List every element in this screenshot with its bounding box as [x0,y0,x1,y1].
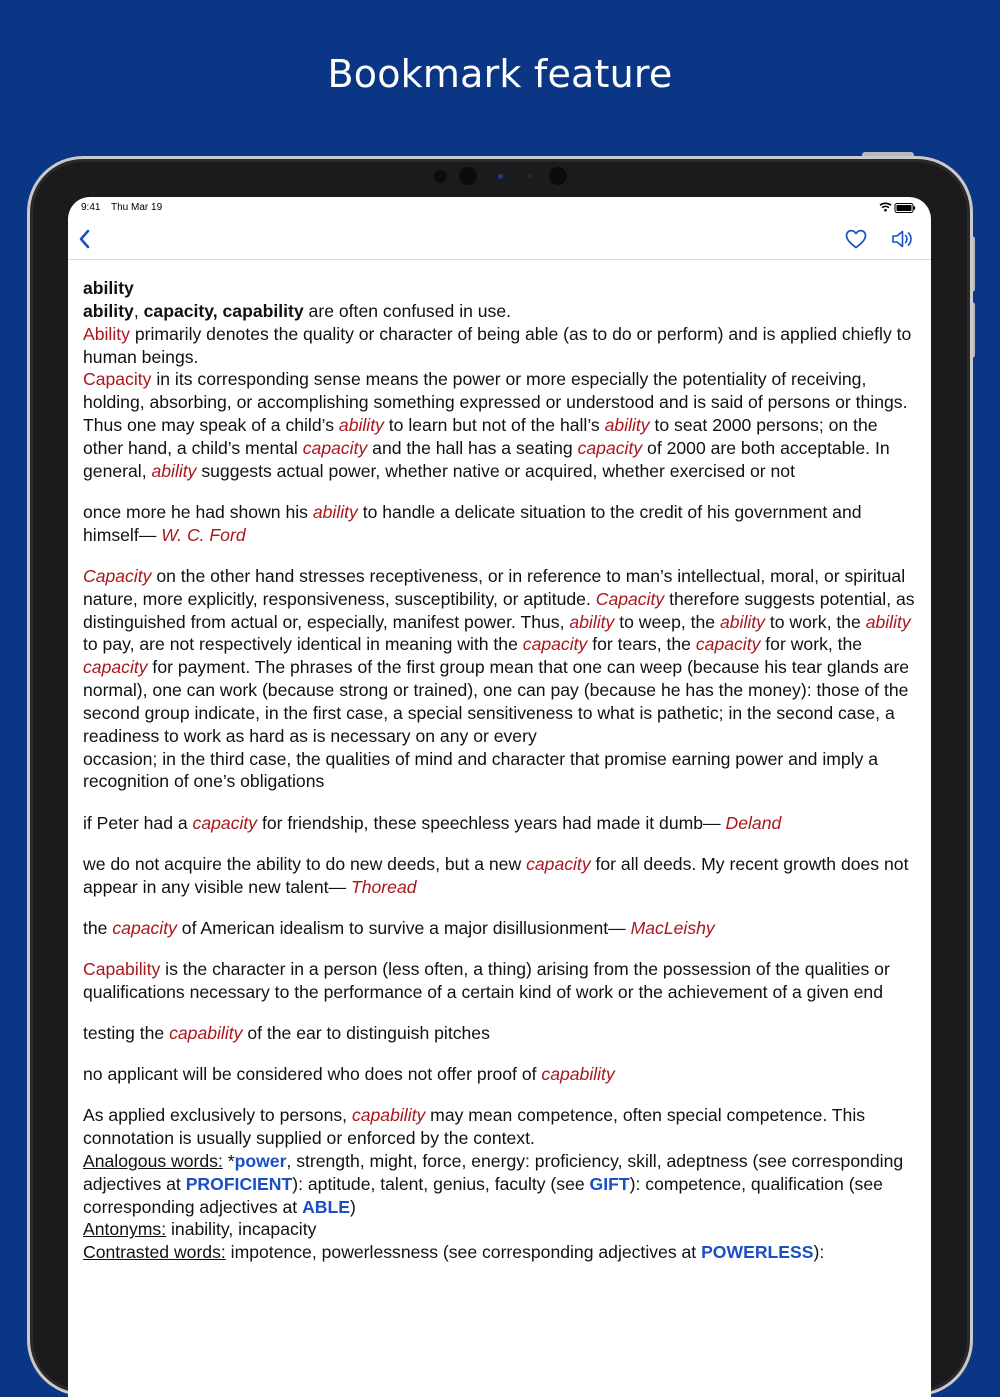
link-proficient[interactable]: PROFICIENT [185,1173,293,1194]
status-bar [68,197,931,219]
pronunciation-button[interactable] [888,225,916,253]
antonyms-label: Antonyms: [83,1219,167,1240]
text-span: testing the [83,1022,170,1043]
italic-capacity: capacity [577,437,643,458]
italic-capability: capability [541,1064,615,1084]
quotation-macleishy [83,917,918,940]
intro-word-ability: ability [83,300,134,321]
italic-ability: ability [604,415,650,436]
quotation-ford [83,501,918,547]
text-span: of the ear to distinguish pitches [242,1022,490,1043]
italic-capability: capability [169,1022,243,1043]
status-date: Thu Mar 19 [111,202,163,213]
text-span: and the hall has a seating [367,437,578,458]
antonyms-text: inability, incapacity [166,1219,317,1240]
camera-indicator [498,174,503,179]
quote-author: W. C. Ford [161,524,246,545]
navigation-bar [68,219,931,260]
italic-capacity: capacity [192,812,258,833]
definition-text: primarily denotes the quality or character of being able (as to do or perform) and is applied chiefly to human beings. [83,323,912,367]
contrasted-label: Contrasted words: [83,1242,226,1263]
quotation-pitches [83,1022,918,1045]
text-span: ): aptitude, talent, genius, faculty (see [292,1173,590,1194]
text-span: As applied exclusively to persons, [83,1105,352,1126]
intro-text: are often confused in use. [303,300,512,321]
intro-word-capacity: capacity, capability [143,300,304,321]
text-span: once more he had shown his [83,501,313,522]
italic-ability: ability [865,611,911,632]
definition-capability-persons [83,1104,918,1150]
italic-ability: ability [338,415,384,436]
italic-ability: ability [151,460,197,481]
crossref-capacity[interactable]: Capacity [83,369,152,390]
definition-capacity-receptive [83,565,918,793]
text-span: suggests actual power, whether native or acquired, whether exercised or not [196,460,795,481]
quote-author: Deland [725,812,782,833]
quotation-thoread [83,853,918,899]
text-span: of 2000 are both acceptable. In general, [83,437,890,481]
italic-capacity: capacity [526,853,591,874]
analogous-words [83,1150,918,1219]
text-span: therefore suggests potential, as distinguished from actual or, especially, manifest power. Thus, [83,588,915,632]
text-span: to work, the [764,611,866,632]
text-span: for friendship, these speechless years had made it dumb— [257,812,726,833]
italic-capacity: Capacity [83,565,152,586]
text-span: to handle a delicate situation to the credit of his government and himself— [83,501,862,545]
text-span: no applicant will be considered who does not offer proof of [83,1064,542,1084]
wifi-icon [880,203,891,211]
text-span: may mean competence, often special competence. This connotation is usually supplied or enforced by the context. [83,1105,866,1148]
text-span: for tears, the [587,634,696,655]
text-span: for work, the [760,634,863,655]
banner-title: Bookmark feature [327,52,673,96]
contrasted-text: impotence, powerlessness (see corresponding adjectives at [225,1242,702,1263]
chevron-left-icon [71,225,99,253]
italic-capacity: Capacity [595,588,665,609]
status-time: 9:41 [81,202,101,213]
text-span: to pay, are not respectively identical in meaning with the [83,634,523,655]
sensor-dot-small [527,174,531,178]
antonyms [83,1218,918,1241]
italic-capacity: capacity [302,437,368,458]
status-icons [867,201,917,215]
favorite-button[interactable] [842,225,870,253]
quote-author: MacLeishy [630,917,715,938]
back-button[interactable] [71,225,99,253]
text-span: on the other hand stresses receptiveness, or in reference to man’s intellectual, moral, or spiritual nature, more explicitly, responsiveness, susceptibility, or aptitude. [83,565,906,609]
sensor-dot [434,170,447,183]
analogous-label: Analogous words: [83,1150,223,1171]
headword: ability [83,278,134,298]
italic-capacity: capacity [112,917,177,938]
intro-comma: , [133,300,144,321]
italic-ability: ability [569,611,615,632]
italic-capacity: capacity [522,634,588,655]
entry-content [83,277,918,1264]
italic-capacity: capacity [83,657,148,678]
text-span: of American idealism to survive a major disillusionment— [176,917,631,938]
definition-ability [83,323,918,369]
text-span: to learn but not of the hall’s [383,415,605,436]
text-span: we do not acquire the ability to do new deeds, but a new [83,853,527,874]
link-powerless[interactable]: POWERLESS [701,1242,814,1263]
battery-icon [895,204,915,213]
text-span: * [222,1150,235,1171]
intro-paragraph [83,300,918,323]
heart-icon [842,225,870,253]
face-sensor [549,167,567,185]
text-span: ) [349,1196,356,1217]
speaker-icon [888,225,916,253]
italic-capability: capability [351,1105,426,1126]
crossref-ability[interactable]: Ability [83,323,130,344]
definition-capacity [83,368,918,482]
text-span: in its corresponding sense means the power or more especially the potentiality of receiving, holding, absorbing, or accomplishing something expressed or understood and is said of persons or things. Thus one may speak of a child’s [83,369,908,436]
quote-author: Thoread [350,876,417,897]
definition-capability [83,958,918,1004]
front-camera [459,167,477,185]
text-span: the [83,917,113,938]
link-power[interactable]: power [234,1150,287,1171]
text-span: to seat 2000 persons; on the other hand, a child’s mental [83,415,878,458]
quotation-applicant [83,1063,918,1086]
text-span: for all deeds. My recent growth does not appear in any visible new talent— [83,853,909,897]
text-span: ): competence, qualification (see corresponding adjectives at [83,1173,883,1217]
italic-ability: ability [719,611,765,632]
crossref-capability[interactable]: Capability [83,958,161,979]
text-span: , strength, might, force, energy: proficiency, skill, adeptness (see corresponding adjectives at [83,1150,904,1194]
text-span: occasion; in the third case, the qualities of mind and character that promise earning power and imply a recognition of one’s obligations [83,748,879,792]
link-able[interactable]: ABLE [302,1196,350,1217]
definition-text: is the character in a person (less often, a thing) arising from the possession of the qualities or qualifications necessary to the performance of a certain kind of work or the achievement of a given end [83,958,890,1002]
italic-ability: ability [312,501,358,522]
text-span: if Peter had a [83,812,193,833]
link-gift[interactable]: GIFT [589,1173,630,1194]
text-span: for payment. The phrases of the first group mean that one can weep (because his tear glands are normal), one can work (because strong or trained), one can pay (because he has the money): those of the second group indicate, in the first case, a special sensitiveness to what is pathetic; in the second case, a readiness to work as hard as is necessary on any or every [83,657,910,746]
text-span: ): [813,1242,825,1263]
contrasted-words [83,1241,918,1264]
text-span: to weep, the [614,611,720,632]
italic-capacity: capacity [695,634,761,655]
app-screen [68,197,931,1397]
quotation-deland [83,812,918,835]
